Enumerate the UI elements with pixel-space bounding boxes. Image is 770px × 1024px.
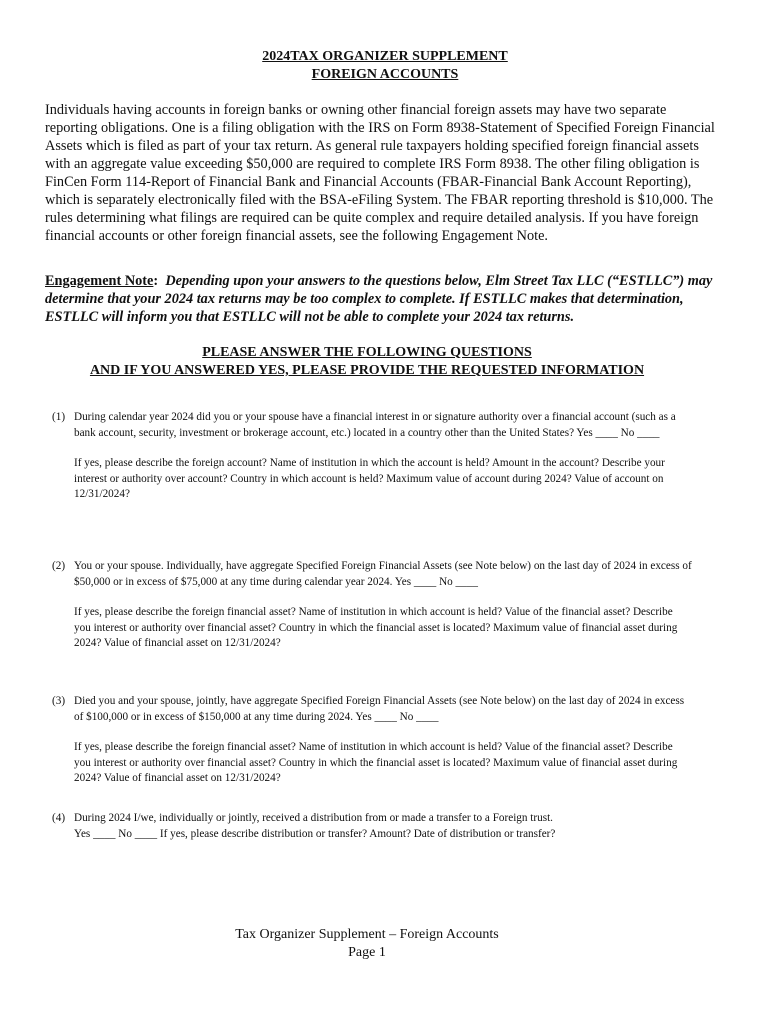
engagement-note-body: Depending upon your answers to the questions below, Elm Street Tax LLC (“ESTLLC”) may determine that your 2024 tax returns may be too complex to complete. If ESTLLC makes that determination, ESTLLC will inform you that ESTLLC will not be able to complete your 2024 tax returns. [45, 273, 713, 325]
question-text: During calendar year 2024 did you or your spouse have a financial interest in or signature authority over a financial account (such as a bank account, security, investment or brokerage account, etc.) located in a country other than the United States? Yes ____ No ____ [74, 411, 676, 439]
question-2 [52, 559, 692, 652]
instructions-line-2: AND IF YOU ANSWERED YES, PLEASE PROVIDE THE REQUESTED INFORMATION [89, 363, 645, 378]
question-text-line-2: Yes ____ No ____ If yes, please describe distribution or transfer? Amount? Date of distribution or transfer? [74, 827, 556, 840]
question-number: (4) [52, 812, 66, 824]
engagement-note-colon: : [153, 273, 159, 289]
question-4 [52, 811, 692, 842]
question-number: (1) [52, 411, 66, 423]
question-3 [52, 694, 692, 787]
intro-paragraph: Individuals having accounts in foreign banks or owning other financial foreign assets may have two separate reporting obligations. One is a filing obligation with the IRS on Form 8938-Statement of Specified Foreign Financial Assets which is filed as part of your tax return. As general rule taxpayers holding specified foreign financial assets with an aggregate value exceeding $50,000 are required to complete IRS Form 8938. The other filing obligation is FinCen Form 114-Report of Financial Bank and Financial Accounts (FBAR-Financial Bank Account Reporting), which is separately electronically filed with the BSA-eFiling System. The FBAR reporting threshold is $10,000. The rules determining what filings are required can be quite complex and require detailed analysis. If you have foreign financial accounts or other foreign financial assets, see the following Engagement Note. [45, 102, 715, 244]
question-1 [52, 410, 692, 503]
footer-title: Tax Organizer Supplement – Foreign Accounts [235, 927, 499, 942]
instructions-line-1: PLEASE ANSWER THE FOLLOWING QUESTIONS [202, 345, 532, 360]
question-text: During 2024 I/we, individually or jointly, received a distribution from or made a transfer to a Foreign trust. [74, 812, 553, 824]
question-number: (2) [52, 560, 66, 572]
question-number: (3) [52, 695, 66, 707]
question-text: You or your spouse. Individually, have aggregate Specified Foreign Financial Assets (see Note below) on the last day of 2024 in excess of $50,000 or in excess of $75,000 at any time during calendar year 2024. Yes ____ No ____ [74, 560, 692, 588]
document-title: 2024TAX ORGANIZER SUPPLEMENT [262, 49, 508, 64]
question-followup: If yes, please describe the foreign account? Name of institution in which the account is held? Amount in the account? Describe your interest or authority over account? Country in which account is held? Maximum value of account during 2024? Value of account on 12/31/2024? [74, 457, 665, 500]
engagement-note [45, 272, 725, 326]
page-number: Page 1 [348, 945, 386, 960]
question-followup: If yes, please describe the foreign financial asset? Name of institution in which account is held? Value of the financial asset? Describe you interest or authority over financial asset? Country in which the financial asset is located? Maximum value of financial asset during 2024? Value of financial asset on 12/31/2024? [74, 741, 678, 784]
question-text: Died you and your spouse, jointly, have aggregate Specified Foreign Financial Assets (see Note below) on the last day of 2024 in excess of $100,000 or in excess of $150,000 at any time during 2024. Yes ____ No ____ [74, 695, 685, 723]
engagement-note-label: Engagement Note [45, 273, 154, 289]
document-subtitle: FOREIGN ACCOUNTS [311, 67, 459, 82]
question-followup: If yes, please describe the foreign financial asset? Name of institution in which account is held? Value of the financial asset? Describe you interest or authority over financial asset? Country in which the financial asset is located? Maximum value of financial asset during 2024? Value of financial asset on 12/31/2024? [74, 606, 678, 649]
